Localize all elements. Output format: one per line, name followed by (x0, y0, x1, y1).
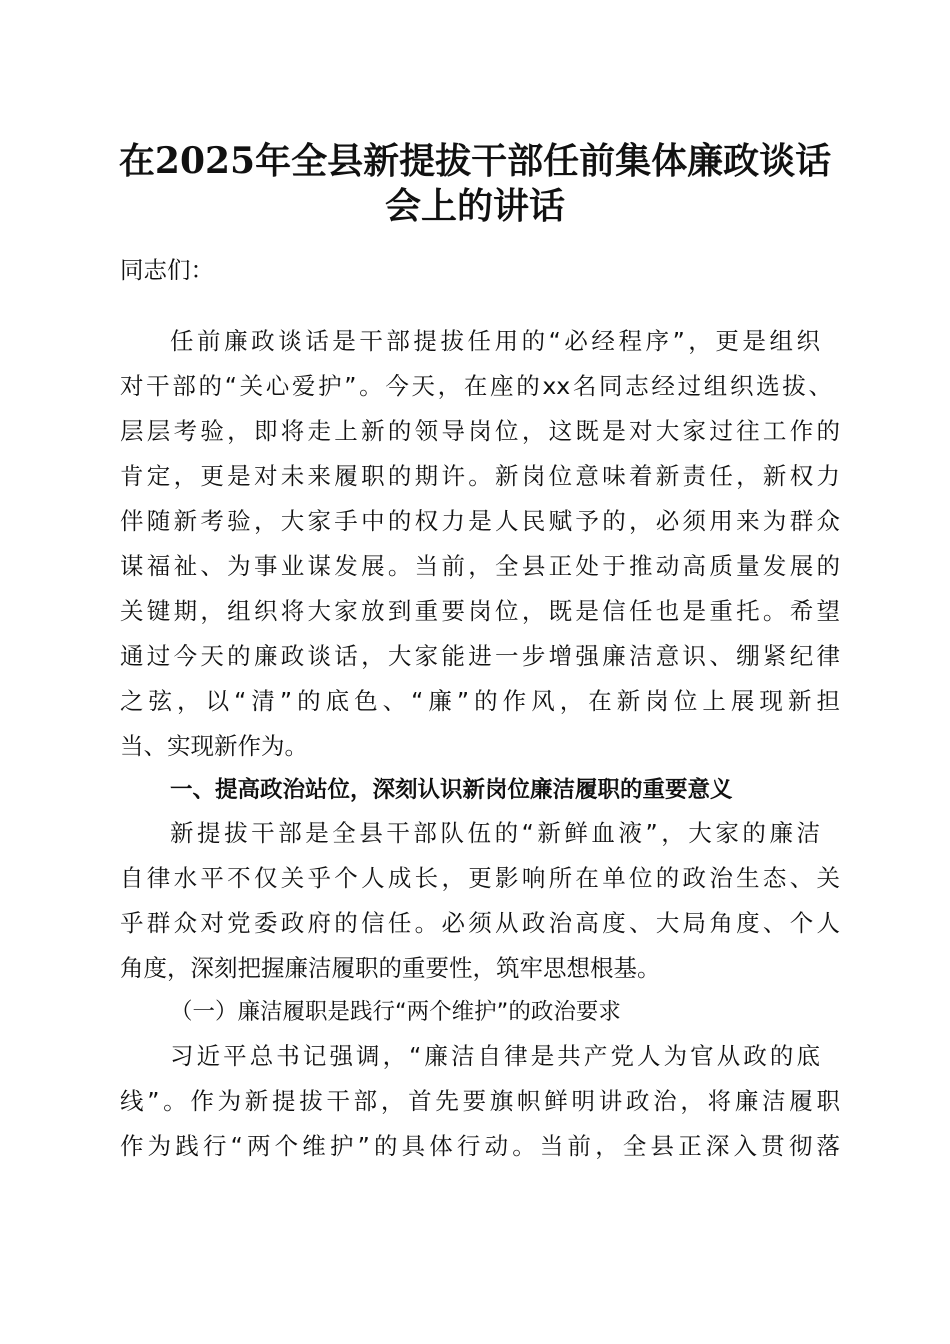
paragraph-line: 任前廉政谈话是干部提拔任用的“必经程序”，更是组织 (170, 327, 820, 355)
salutation: 同志们： (120, 256, 214, 284)
paragraph-line: 通过今天的廉政谈话，大家能进一步增强廉洁意识、绷紧纪律 (120, 642, 840, 670)
paragraph-line: 层层考验，即将走上新的领导岗位，这既是对大家过往工作的 (120, 417, 840, 445)
section-heading: 一、提高政治站位，深刻认识新岗位廉洁履职的重要意义 (170, 777, 733, 803)
subsection-heading: （一）廉洁履职是践行“两个维护”的政治要求 (170, 999, 621, 1025)
paragraph-line: 之弦，以“清”的底色、“廉”的作风，在新岗位上展现新担 (120, 687, 840, 715)
document-title-line-1: 在2025年全县新提拔干部任前集体廉政谈话 (118, 140, 832, 182)
paragraph-line: 线”。作为新提拔干部，首先要旗帜鲜明讲政治，将廉洁履职 (120, 1087, 840, 1115)
paragraph-line: 关键期，组织将大家放到重要岗位，既是信任也是重托。希望 (120, 597, 840, 625)
paragraph-line: 对干部的“关心爱护”。今天，在座的xx名同志经过组织选拔、 (120, 372, 832, 400)
paragraph-line: 乎群众对党委政府的信任。必须从政治高度、大局角度、个人 (120, 909, 840, 937)
paragraph-line: 自律水平不仅关乎个人成长，更影响所在单位的政治生态、关 (120, 864, 840, 892)
paragraph-line: 角度，深刻把握廉洁履职的重要性，筑牢思想根基。 (120, 954, 661, 982)
paragraph-line: 谋福祉、为事业谋发展。当前，全县正处于推动高质量发展的 (120, 552, 840, 580)
paragraph-line: 作为践行“两个维护”的具体行动。当前，全县正深入贯彻落 (120, 1132, 840, 1160)
document-title-line-2: 会上的讲话 (384, 185, 565, 227)
paragraph-line: 当、实现新作为。 (120, 732, 308, 760)
paragraph-line: 肯定，更是对未来履职的期许。新岗位意味着新责任，新权力 (120, 462, 840, 490)
paragraph-line: 习近平总书记强调，“廉洁自律是共产党人为官从政的底 (170, 1042, 820, 1070)
paragraph-line: 伴随新考验，大家手中的权力是人民赋予的，必须用来为群众 (120, 507, 840, 535)
paragraph-line: 新提拔干部是全县干部队伍的“新鲜血液”，大家的廉洁 (170, 819, 820, 847)
